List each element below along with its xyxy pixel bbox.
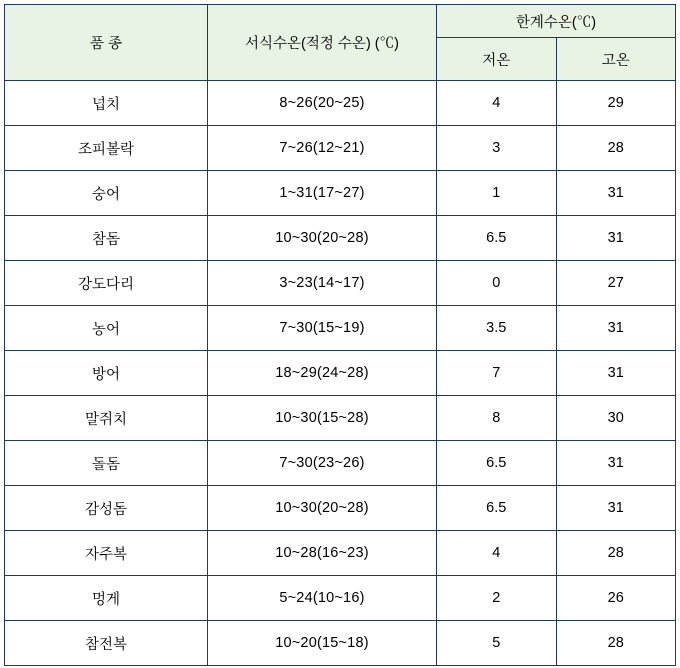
cell-species: 방어 [5,351,208,396]
cell-species: 참돔 [5,216,208,261]
cell-species: 말쥐치 [5,396,208,441]
cell-habitat: 10~30(15~28) [208,396,437,441]
cell-limit-high: 27 [556,261,676,306]
table-row [5,621,676,666]
cell-habitat: 10~20(15~18) [208,621,437,666]
table-row [5,171,676,216]
cell-limit-high: 31 [556,351,676,396]
cell-limit-low: 1 [437,171,557,216]
table-body [5,81,676,666]
cell-limit-high: 26 [556,576,676,621]
cell-limit-low: 4 [437,81,557,126]
cell-species: 강도다리 [5,261,208,306]
cell-limit-high: 29 [556,81,676,126]
cell-limit-high: 30 [556,396,676,441]
cell-limit-low: 3 [437,126,557,171]
cell-limit-low: 2 [437,576,557,621]
cell-limit-low: 0 [437,261,557,306]
header-limit-temperature: 한계수온(℃) [437,5,676,38]
cell-species: 숭어 [5,171,208,216]
cell-limit-low: 3.5 [437,306,557,351]
header-habitat-temperature: 서식수온(적정 수온) (℃) [208,5,437,81]
cell-limit-high: 31 [556,171,676,216]
cell-species: 돌돔 [5,441,208,486]
table-row [5,576,676,621]
cell-limit-high: 31 [556,306,676,351]
cell-habitat: 10~30(20~28) [208,486,437,531]
cell-species: 넙치 [5,81,208,126]
table-row [5,81,676,126]
cell-habitat: 10~30(20~28) [208,216,437,261]
cell-habitat: 5~24(10~16) [208,576,437,621]
cell-species: 조피볼락 [5,126,208,171]
cell-limit-low: 6.5 [437,441,557,486]
cell-habitat: 8~26(20~25) [208,81,437,126]
table-row [5,351,676,396]
table-row [5,396,676,441]
cell-species: 멍게 [5,576,208,621]
header-species: 품 종 [5,5,208,81]
table-row [5,441,676,486]
cell-limit-high: 31 [556,486,676,531]
cell-species: 농어 [5,306,208,351]
cell-limit-low: 5 [437,621,557,666]
cell-limit-low: 6.5 [437,216,557,261]
cell-limit-high: 31 [556,216,676,261]
cell-habitat: 18~29(24~28) [208,351,437,396]
table-row [5,486,676,531]
cell-habitat: 1~31(17~27) [208,171,437,216]
cell-habitat: 3~23(14~17) [208,261,437,306]
table-header [5,5,676,81]
cell-limit-low: 8 [437,396,557,441]
header-limit-high: 고온 [556,38,676,81]
cell-species: 감성돔 [5,486,208,531]
table-row [5,531,676,576]
table-row [5,216,676,261]
table-row [5,126,676,171]
cell-species: 자주복 [5,531,208,576]
cell-habitat: 10~28(16~23) [208,531,437,576]
cell-habitat: 7~30(23~26) [208,441,437,486]
cell-limit-low: 4 [437,531,557,576]
cell-habitat: 7~30(15~19) [208,306,437,351]
cell-limit-high: 28 [556,531,676,576]
cell-limit-high: 31 [556,441,676,486]
cell-habitat: 7~26(12~21) [208,126,437,171]
table-row [5,261,676,306]
cell-species: 참전복 [5,621,208,666]
water-temperature-table [4,4,676,666]
table-row [5,306,676,351]
cell-limit-high: 28 [556,126,676,171]
cell-limit-high: 28 [556,621,676,666]
header-limit-low: 저온 [437,38,557,81]
cell-limit-low: 7 [437,351,557,396]
header-row-top [5,5,676,38]
cell-limit-low: 6.5 [437,486,557,531]
